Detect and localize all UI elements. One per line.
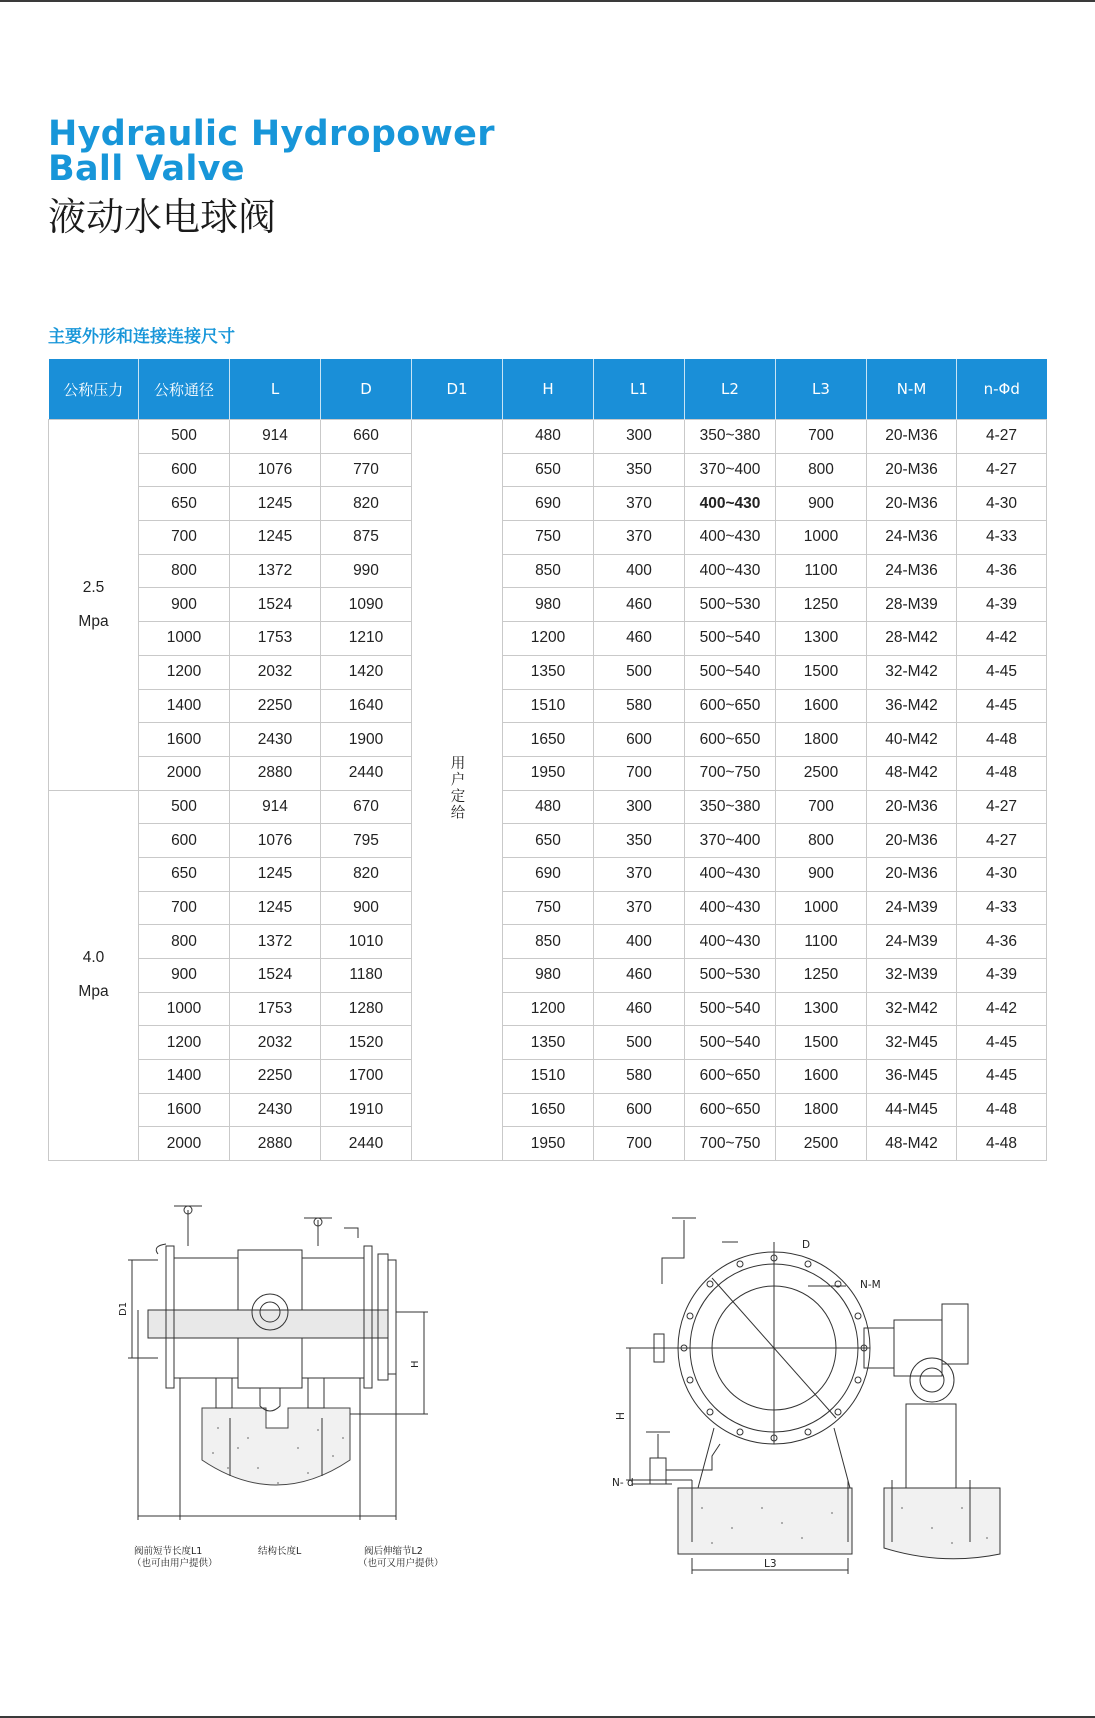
table-cell: 1600 [776, 1060, 867, 1094]
table-cell: 4-33 [957, 521, 1047, 555]
table-cell: 1350 [503, 655, 594, 689]
table-row [49, 1127, 1047, 1161]
table-cell: 2430 [230, 1093, 321, 1127]
table-cell: 370 [594, 487, 685, 521]
table-cell: 700~750 [685, 1127, 776, 1161]
table-cell: 980 [503, 959, 594, 993]
table-row [49, 992, 1047, 1026]
table-cell: 2000 [139, 756, 230, 790]
pressure-unit: Mpa [78, 612, 109, 630]
table-cell: 1100 [776, 925, 867, 959]
table-cell: 460 [594, 588, 685, 622]
column-header: H [503, 359, 594, 420]
pressure-value: 2.5 [82, 578, 105, 596]
table-cell: 480 [503, 420, 594, 454]
table-cell: 4-45 [957, 689, 1047, 723]
table-cell: 990 [321, 554, 412, 588]
table-cell: 800 [139, 925, 230, 959]
table-cell: 1245 [230, 521, 321, 555]
table-cell: 20-M36 [867, 487, 957, 521]
label-d1: D1 [118, 1301, 129, 1316]
table-cell: 2880 [230, 1127, 321, 1161]
table-cell: 1420 [321, 655, 412, 689]
table-cell: 1300 [776, 992, 867, 1026]
table-cell: 370 [594, 521, 685, 555]
table-cell: 1000 [139, 622, 230, 656]
table-cell: 4-42 [957, 992, 1047, 1026]
table-cell: 2032 [230, 655, 321, 689]
table-row [49, 756, 1047, 790]
table-cell: 300 [594, 420, 685, 454]
table-cell: 4-48 [957, 1093, 1047, 1127]
table-cell: 1076 [230, 453, 321, 487]
table-cell: 20-M36 [867, 857, 957, 891]
table-row [49, 1026, 1047, 1060]
table-cell: 500 [139, 420, 230, 454]
table-cell: 400~430 [685, 925, 776, 959]
table-cell: 500 [139, 790, 230, 824]
table-cell: 1000 [139, 992, 230, 1026]
table-cell: 20-M36 [867, 824, 957, 858]
table-cell: 4-36 [957, 925, 1047, 959]
label-h-left: H [410, 1360, 421, 1368]
table-cell: 2440 [321, 756, 412, 790]
table-cell: 1753 [230, 992, 321, 1026]
label-nd: N- d [612, 1477, 634, 1489]
table-cell: 800 [139, 554, 230, 588]
table-cell: 32-M45 [867, 1026, 957, 1060]
table-cell: 2032 [230, 1026, 321, 1060]
table-cell: 500~540 [685, 655, 776, 689]
table-cell: 4-48 [957, 756, 1047, 790]
table-cell: 24-M39 [867, 891, 957, 925]
table-cell: 600 [594, 723, 685, 757]
table-cell: 1500 [776, 1026, 867, 1060]
label-d: D [802, 1239, 811, 1251]
table-row [49, 1060, 1047, 1094]
table-cell: 28-M42 [867, 622, 957, 656]
table-cell: 500~540 [685, 622, 776, 656]
label-l2-line1: 阀后伸缩节L2 [364, 1546, 423, 1557]
title-line-2: Ball Valve [48, 149, 245, 189]
table-cell: 2250 [230, 689, 321, 723]
table-cell: 460 [594, 959, 685, 993]
table-row [49, 487, 1047, 521]
table-cell: 1200 [503, 622, 594, 656]
table-cell: 900 [139, 588, 230, 622]
table-row [49, 554, 1047, 588]
column-header: L3 [776, 359, 867, 420]
table-cell: 600~650 [685, 689, 776, 723]
label-h-right: H [615, 1412, 627, 1420]
table-cell: 40-M42 [867, 723, 957, 757]
table-cell: 795 [321, 824, 412, 858]
table-cell: 1372 [230, 925, 321, 959]
table-cell: 4-42 [957, 622, 1047, 656]
table-row [49, 622, 1047, 656]
table-row [49, 824, 1047, 858]
table-cell: 370 [594, 891, 685, 925]
label-l3: L3 [764, 1558, 777, 1570]
table-row [49, 925, 1047, 959]
table-cell: 20-M36 [867, 453, 957, 487]
table-cell: 480 [503, 790, 594, 824]
section-heading: 主要外形和连接连接尺寸 [48, 327, 235, 347]
table-cell: 875 [321, 521, 412, 555]
table-cell: 20-M36 [867, 420, 957, 454]
dimension-table [48, 359, 1047, 1161]
table-cell: 350~380 [685, 790, 776, 824]
table-cell: 820 [321, 487, 412, 521]
table-cell: 2880 [230, 756, 321, 790]
front-elevation-drawing [602, 1208, 1004, 1580]
column-header: 公称通径 [139, 359, 230, 420]
table-cell: 800 [776, 824, 867, 858]
table-cell: 650 [139, 487, 230, 521]
table-cell: 400~430 [685, 487, 776, 521]
table-cell: 600 [139, 453, 230, 487]
table-cell: 370~400 [685, 453, 776, 487]
table-cell: 670 [321, 790, 412, 824]
table-cell: 1300 [776, 622, 867, 656]
table-cell: 700 [594, 756, 685, 790]
table-cell: 370 [594, 857, 685, 891]
table-cell: 1650 [503, 1093, 594, 1127]
table-cell: 800 [776, 453, 867, 487]
table-cell: 4-30 [957, 487, 1047, 521]
title-line-1: Hydraulic Hydropower [48, 114, 495, 154]
table-cell: 2430 [230, 723, 321, 757]
table-cell: 1200 [139, 1026, 230, 1060]
table-cell: 400~430 [685, 521, 776, 555]
table-cell: 1210 [321, 622, 412, 656]
label-l1-line1: 阀前短节长度L1 [134, 1546, 203, 1557]
table-cell: 1510 [503, 689, 594, 723]
table-cell: 1524 [230, 588, 321, 622]
table-cell: 300 [594, 790, 685, 824]
table-cell: 600~650 [685, 723, 776, 757]
table-cell: 580 [594, 689, 685, 723]
table-row [49, 959, 1047, 993]
table-cell: 44-M45 [867, 1093, 957, 1127]
table-row [49, 689, 1047, 723]
table-cell: 1650 [503, 723, 594, 757]
table-cell: 1400 [139, 1060, 230, 1094]
table-cell: 4-27 [957, 824, 1047, 858]
chinese-title: 液动水电球阀 [48, 195, 277, 239]
table-cell: 1180 [321, 959, 412, 993]
d1-merged-cell [412, 420, 503, 1161]
column-header: L1 [594, 359, 685, 420]
table-cell: 1600 [139, 1093, 230, 1127]
table-cell: 400~430 [685, 554, 776, 588]
table-cell: 4-30 [957, 857, 1047, 891]
column-header: D1 [412, 359, 503, 420]
table-cell: 1950 [503, 1127, 594, 1161]
table-cell: 900 [321, 891, 412, 925]
table-cell: 500~530 [685, 959, 776, 993]
table-cell: 24-M36 [867, 521, 957, 555]
table-cell: 4-45 [957, 1026, 1047, 1060]
table-cell: 770 [321, 453, 412, 487]
table-cell: 370~400 [685, 824, 776, 858]
table-cell: 460 [594, 992, 685, 1026]
table-row [49, 723, 1047, 757]
table-cell: 750 [503, 521, 594, 555]
label-l2-line2: （也可又用户提供） [358, 1558, 444, 1569]
table-cell: 4-48 [957, 723, 1047, 757]
table-cell: 460 [594, 622, 685, 656]
table-header-row [49, 359, 1047, 420]
table-cell: 500~530 [685, 588, 776, 622]
column-header: L [230, 359, 321, 420]
table-cell: 500 [594, 1026, 685, 1060]
column-header: 公称压力 [49, 359, 139, 420]
table-cell: 4-45 [957, 655, 1047, 689]
pressure-unit: Mpa [78, 983, 109, 1001]
table-cell: 400 [594, 554, 685, 588]
table-cell: 4-27 [957, 420, 1047, 454]
table-cell: 4-27 [957, 453, 1047, 487]
top-border-line [0, 0, 1095, 2]
side-elevation-drawing [118, 1198, 470, 1574]
column-header: L2 [685, 359, 776, 420]
table-cell: 600 [594, 1093, 685, 1127]
table-cell: 700 [594, 1127, 685, 1161]
table-cell: 350 [594, 453, 685, 487]
table-cell: 700 [139, 891, 230, 925]
table-cell: 4-39 [957, 588, 1047, 622]
english-title [48, 114, 495, 189]
table-cell: 1950 [503, 756, 594, 790]
table-row [49, 1093, 1047, 1127]
table-cell: 690 [503, 487, 594, 521]
column-header: N-M [867, 359, 957, 420]
table-cell: 600~650 [685, 1060, 776, 1094]
table-cell: 1372 [230, 554, 321, 588]
table-cell: 4-39 [957, 959, 1047, 993]
table-row [49, 790, 1047, 824]
table-cell: 700 [776, 790, 867, 824]
d1-note: 用户定给 [448, 754, 465, 821]
table-cell: 1250 [776, 588, 867, 622]
table-cell: 4-48 [957, 1127, 1047, 1161]
table-cell: 36-M42 [867, 689, 957, 723]
table-cell: 350 [594, 824, 685, 858]
table-cell: 4-27 [957, 790, 1047, 824]
table-cell: 1800 [776, 723, 867, 757]
table-cell: 32-M42 [867, 655, 957, 689]
table-row [49, 420, 1047, 454]
table-cell: 850 [503, 554, 594, 588]
table-cell: 690 [503, 857, 594, 891]
table-cell: 1600 [139, 723, 230, 757]
table-cell: 1524 [230, 959, 321, 993]
table-row [49, 891, 1047, 925]
table-cell: 700 [139, 521, 230, 555]
table-cell: 1245 [230, 857, 321, 891]
table-cell: 1245 [230, 487, 321, 521]
table-cell: 1350 [503, 1026, 594, 1060]
table-cell: 4-33 [957, 891, 1047, 925]
table-cell: 2440 [321, 1127, 412, 1161]
table-cell: 2500 [776, 1127, 867, 1161]
pressure-cell [49, 790, 139, 1161]
column-header: D [321, 359, 412, 420]
pressure-value: 4.0 [82, 949, 105, 967]
table-row [49, 857, 1047, 891]
table-cell: 36-M45 [867, 1060, 957, 1094]
table-cell: 2500 [776, 756, 867, 790]
table-cell: 650 [503, 453, 594, 487]
table-cell: 400 [594, 925, 685, 959]
table-cell: 580 [594, 1060, 685, 1094]
table-cell: 1000 [776, 521, 867, 555]
table-cell: 1700 [321, 1060, 412, 1094]
table-row [49, 453, 1047, 487]
table-cell: 900 [776, 487, 867, 521]
table-cell: 4-36 [957, 554, 1047, 588]
table-cell: 500~540 [685, 992, 776, 1026]
table-cell: 1800 [776, 1093, 867, 1127]
table-cell: 24-M39 [867, 925, 957, 959]
pressure-cell [49, 420, 139, 791]
table-cell: 1000 [776, 891, 867, 925]
label-l: 结构长度L [258, 1546, 302, 1557]
table-cell: 400~430 [685, 891, 776, 925]
table-cell: 48-M42 [867, 1127, 957, 1161]
table-cell: 1520 [321, 1026, 412, 1060]
table-cell: 1640 [321, 689, 412, 723]
table-cell: 28-M39 [867, 588, 957, 622]
table-cell: 500~540 [685, 1026, 776, 1060]
table-cell: 500 [594, 655, 685, 689]
label-nm: N-M [860, 1279, 881, 1291]
table-cell: 660 [321, 420, 412, 454]
table-cell: 1245 [230, 891, 321, 925]
table-cell: 650 [503, 824, 594, 858]
table-cell: 1600 [776, 689, 867, 723]
table-cell: 980 [503, 588, 594, 622]
table-cell: 1090 [321, 588, 412, 622]
table-cell: 1100 [776, 554, 867, 588]
table-cell: 700~750 [685, 756, 776, 790]
table-row [49, 655, 1047, 689]
table-cell: 1510 [503, 1060, 594, 1094]
table-cell: 1910 [321, 1093, 412, 1127]
table-cell: 1900 [321, 723, 412, 757]
table-cell: 600 [139, 824, 230, 858]
table-cell: 900 [776, 857, 867, 891]
table-cell: 914 [230, 790, 321, 824]
table-cell: 32-M39 [867, 959, 957, 993]
table-cell: 600~650 [685, 1093, 776, 1127]
table-cell: 1200 [139, 655, 230, 689]
table-cell: 1500 [776, 655, 867, 689]
table-cell: 700 [776, 420, 867, 454]
table-cell: 1280 [321, 992, 412, 1026]
table-cell: 350~380 [685, 420, 776, 454]
table-cell: 850 [503, 925, 594, 959]
table-cell: 900 [139, 959, 230, 993]
table-cell: 1200 [503, 992, 594, 1026]
table-cell: 914 [230, 420, 321, 454]
table-cell: 820 [321, 857, 412, 891]
table-cell: 1010 [321, 925, 412, 959]
label-l1-line2: （也可由用户提供） [132, 1558, 218, 1569]
table-cell: 2000 [139, 1127, 230, 1161]
table-cell: 2250 [230, 1060, 321, 1094]
table-cell: 400~430 [685, 857, 776, 891]
table-cell: 32-M42 [867, 992, 957, 1026]
table-cell: 1076 [230, 824, 321, 858]
table-row [49, 588, 1047, 622]
table-cell: 650 [139, 857, 230, 891]
table-cell: 750 [503, 891, 594, 925]
table-cell: 24-M36 [867, 554, 957, 588]
table-cell: 4-45 [957, 1060, 1047, 1094]
table-cell: 20-M36 [867, 790, 957, 824]
table-cell: 48-M42 [867, 756, 957, 790]
column-header: n-Φd [957, 359, 1047, 420]
table-cell: 1400 [139, 689, 230, 723]
table-cell: 1250 [776, 959, 867, 993]
table-row [49, 521, 1047, 555]
table-cell: 1753 [230, 622, 321, 656]
